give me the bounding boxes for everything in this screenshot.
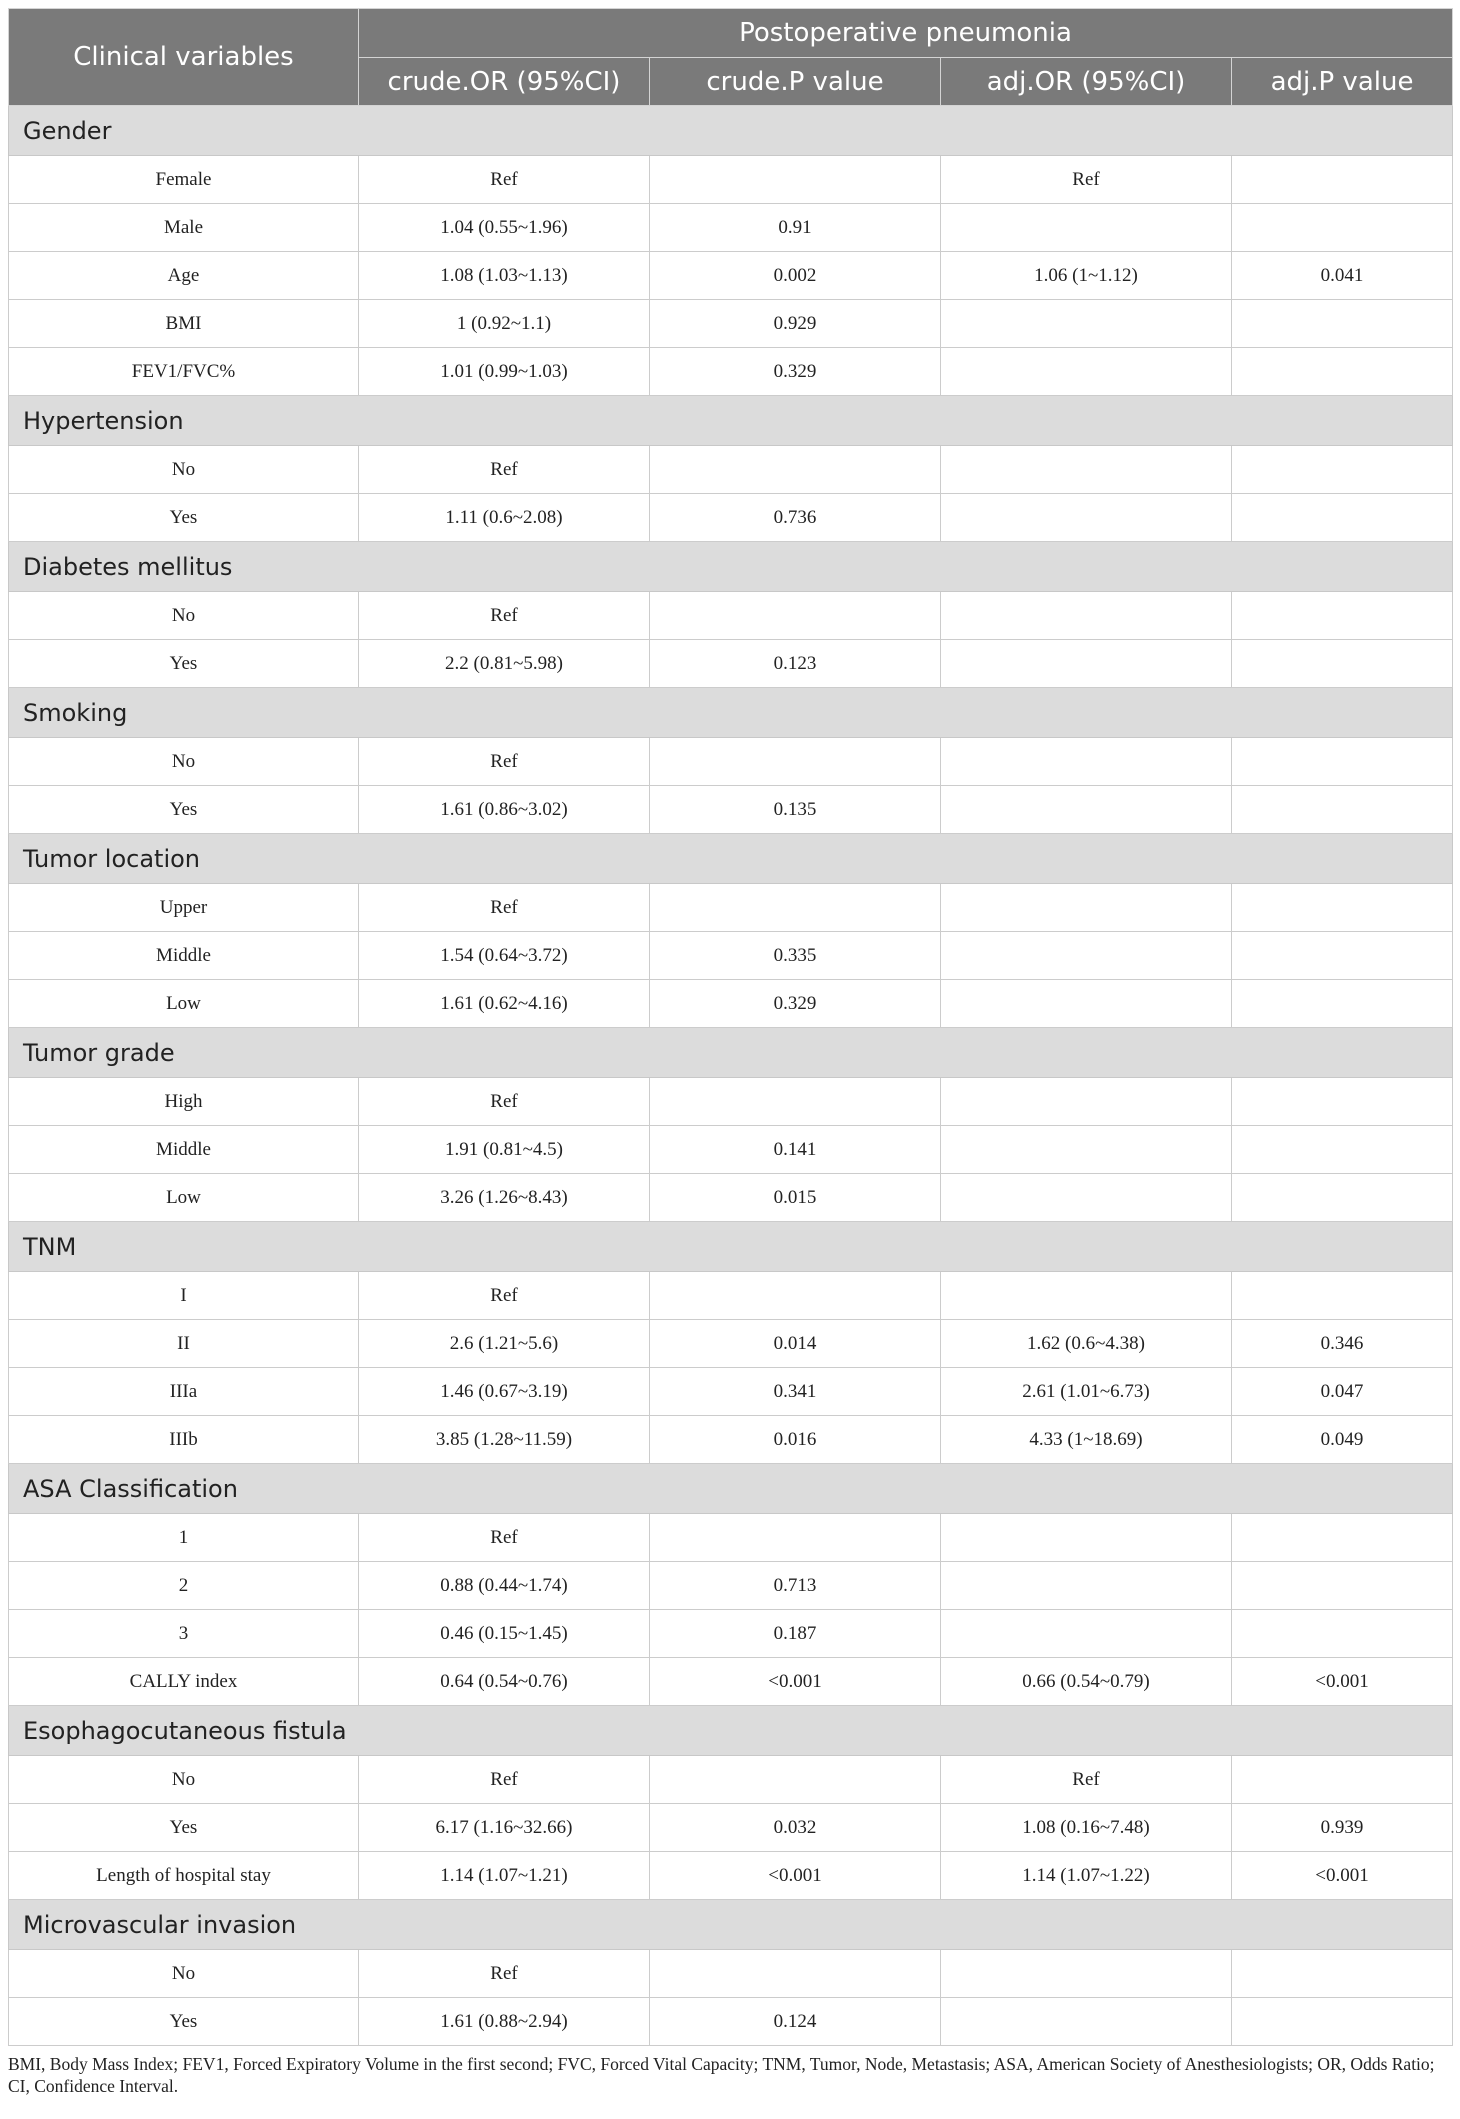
crude-or-cell: 1.54 (0.64~3.72) — [359, 932, 650, 980]
crude-p-cell: <0.001 — [650, 1852, 941, 1900]
group-label: Esophagocutaneous fistula — [9, 1706, 1453, 1756]
header-adj-p: adj.P value — [1232, 58, 1453, 106]
crude-p-cell: 0.713 — [650, 1562, 941, 1610]
variable-cell: 2 — [9, 1562, 359, 1610]
table-row — [9, 786, 1453, 834]
adj-or-cell — [941, 786, 1232, 834]
group-row — [9, 1464, 1453, 1514]
adj-p-cell: 0.346 — [1232, 1320, 1453, 1368]
adj-or-cell — [941, 1514, 1232, 1562]
table-row — [9, 640, 1453, 688]
header-row-top — [9, 9, 1453, 58]
crude-p-cell: 0.929 — [650, 300, 941, 348]
table-row — [9, 1320, 1453, 1368]
group-row — [9, 1222, 1453, 1272]
adj-or-cell: 2.61 (1.01~6.73) — [941, 1368, 1232, 1416]
crude-or-cell: 1.01 (0.99~1.03) — [359, 348, 650, 396]
header-group-title: Postoperative pneumonia — [359, 9, 1453, 58]
crude-or-cell: Ref — [359, 592, 650, 640]
crude-p-cell: 0.015 — [650, 1174, 941, 1222]
crude-or-cell: 1.08 (1.03~1.13) — [359, 252, 650, 300]
crude-or-cell: Ref — [359, 156, 650, 204]
table-body — [9, 106, 1453, 2046]
table-row — [9, 932, 1453, 980]
crude-p-cell: 0.123 — [650, 640, 941, 688]
crude-p-cell: <0.001 — [650, 1658, 941, 1706]
adj-or-cell — [941, 980, 1232, 1028]
crude-p-cell: 0.187 — [650, 1610, 941, 1658]
crude-or-cell: 0.46 (0.15~1.45) — [359, 1610, 650, 1658]
variable-cell: CALLY index — [9, 1658, 359, 1706]
table-row — [9, 1126, 1453, 1174]
table-row — [9, 1658, 1453, 1706]
variable-cell: Low — [9, 980, 359, 1028]
adj-or-cell: 1.62 (0.6~4.38) — [941, 1320, 1232, 1368]
variable-cell: I — [9, 1272, 359, 1320]
crude-or-cell: 1.91 (0.81~4.5) — [359, 1126, 650, 1174]
adj-p-cell — [1232, 980, 1453, 1028]
group-row — [9, 834, 1453, 884]
crude-or-cell: 0.88 (0.44~1.74) — [359, 1562, 650, 1610]
variable-cell: No — [9, 446, 359, 494]
variable-cell: No — [9, 592, 359, 640]
variable-cell: Yes — [9, 640, 359, 688]
crude-p-cell — [650, 1078, 941, 1126]
variable-cell: 1 — [9, 1514, 359, 1562]
crude-p-cell — [650, 884, 941, 932]
adj-p-cell — [1232, 1756, 1453, 1804]
table-row — [9, 1416, 1453, 1464]
table-row — [9, 1368, 1453, 1416]
adj-p-cell — [1232, 1610, 1453, 1658]
table-row — [9, 1998, 1453, 2046]
crude-or-cell: Ref — [359, 1950, 650, 1998]
crude-p-cell: 0.141 — [650, 1126, 941, 1174]
crude-or-cell: 1.61 (0.86~3.02) — [359, 786, 650, 834]
adj-or-cell — [941, 1610, 1232, 1658]
crude-or-cell: 6.17 (1.16~32.66) — [359, 1804, 650, 1852]
header-crude-or: crude.OR (95%CI) — [359, 58, 650, 106]
adj-p-cell: <0.001 — [1232, 1852, 1453, 1900]
adj-p-cell — [1232, 932, 1453, 980]
table-row — [9, 446, 1453, 494]
table-row — [9, 156, 1453, 204]
variable-cell: Middle — [9, 932, 359, 980]
crude-or-cell: 2.6 (1.21~5.6) — [359, 1320, 650, 1368]
group-label: Gender — [9, 106, 1453, 156]
adj-or-cell — [941, 592, 1232, 640]
adj-p-cell — [1232, 1078, 1453, 1126]
adj-or-cell — [941, 738, 1232, 786]
table-row — [9, 252, 1453, 300]
adj-p-cell — [1232, 640, 1453, 688]
table-row — [9, 300, 1453, 348]
crude-or-cell: 1.11 (0.6~2.08) — [359, 494, 650, 542]
header-clinical-variables: Clinical variables — [9, 9, 359, 106]
table-row — [9, 1174, 1453, 1222]
adj-p-cell — [1232, 204, 1453, 252]
group-row — [9, 1900, 1453, 1950]
crude-p-cell — [650, 738, 941, 786]
crude-p-cell: 0.135 — [650, 786, 941, 834]
crude-or-cell: 1.46 (0.67~3.19) — [359, 1368, 650, 1416]
adj-or-cell — [941, 348, 1232, 396]
table-row — [9, 1610, 1453, 1658]
table-container — [8, 8, 1452, 2097]
crude-or-cell: 1 (0.92~1.1) — [359, 300, 650, 348]
adj-or-cell — [941, 1562, 1232, 1610]
crude-or-cell: Ref — [359, 738, 650, 786]
table-row — [9, 1514, 1453, 1562]
crude-or-cell: Ref — [359, 1078, 650, 1126]
group-row — [9, 688, 1453, 738]
crude-or-cell: 2.2 (0.81~5.98) — [359, 640, 650, 688]
adj-or-cell — [941, 1950, 1232, 1998]
table-row — [9, 980, 1453, 1028]
crude-p-cell: 0.736 — [650, 494, 941, 542]
crude-p-cell — [650, 1950, 941, 1998]
crude-or-cell: 1.61 (0.62~4.16) — [359, 980, 650, 1028]
variable-cell: Male — [9, 204, 359, 252]
table-row — [9, 592, 1453, 640]
adj-or-cell: Ref — [941, 1756, 1232, 1804]
crude-p-cell — [650, 1756, 941, 1804]
table-footnote: BMI, Body Mass Index; FEV1, Forced Expiratory Volume in the first second; FVC, Forced Vital Capacity; TNM, Tumor, Node, Metastasis; ASA, American Society of Anesthesiologists; OR, Odds Ratio; CI, Confidence Interval. — [8, 2054, 1435, 2096]
crude-p-cell: 0.329 — [650, 980, 941, 1028]
variable-cell: High — [9, 1078, 359, 1126]
crude-or-cell: 3.85 (1.28~11.59) — [359, 1416, 650, 1464]
adj-or-cell — [941, 640, 1232, 688]
adj-or-cell: 4.33 (1~18.69) — [941, 1416, 1232, 1464]
table-header — [9, 9, 1453, 106]
adj-p-cell — [1232, 494, 1453, 542]
adj-p-cell — [1232, 1272, 1453, 1320]
crude-p-cell: 0.329 — [650, 348, 941, 396]
group-label: Tumor location — [9, 834, 1453, 884]
crude-p-cell: 0.341 — [650, 1368, 941, 1416]
group-label: ASA Classification — [9, 1464, 1453, 1514]
group-label: Smoking — [9, 688, 1453, 738]
adj-or-cell — [941, 204, 1232, 252]
crude-p-cell — [650, 1272, 941, 1320]
adj-p-cell — [1232, 446, 1453, 494]
header-crude-p: crude.P value — [650, 58, 941, 106]
variable-cell: Middle — [9, 1126, 359, 1174]
table-row — [9, 1272, 1453, 1320]
adj-or-cell — [941, 884, 1232, 932]
adj-p-cell — [1232, 300, 1453, 348]
adj-p-cell: 0.939 — [1232, 1804, 1453, 1852]
crude-p-cell: 0.335 — [650, 932, 941, 980]
adj-p-cell — [1232, 786, 1453, 834]
adj-p-cell — [1232, 1514, 1453, 1562]
table-row — [9, 738, 1453, 786]
adj-p-cell: 0.041 — [1232, 252, 1453, 300]
crude-or-cell: 0.64 (0.54~0.76) — [359, 1658, 650, 1706]
crude-p-cell — [650, 156, 941, 204]
group-label: TNM — [9, 1222, 1453, 1272]
table-row — [9, 494, 1453, 542]
table-row — [9, 1804, 1453, 1852]
adj-p-cell — [1232, 1950, 1453, 1998]
adj-or-cell: 1.06 (1~1.12) — [941, 252, 1232, 300]
variable-cell: Low — [9, 1174, 359, 1222]
group-label: Tumor grade — [9, 1028, 1453, 1078]
table-row — [9, 1756, 1453, 1804]
variable-cell: 3 — [9, 1610, 359, 1658]
group-row — [9, 396, 1453, 446]
adj-or-cell — [941, 446, 1232, 494]
group-label: Hypertension — [9, 396, 1453, 446]
adj-or-cell — [941, 1272, 1232, 1320]
adj-p-cell: 0.049 — [1232, 1416, 1453, 1464]
variable-cell: No — [9, 738, 359, 786]
adj-or-cell — [941, 932, 1232, 980]
adj-or-cell: 1.14 (1.07~1.22) — [941, 1852, 1232, 1900]
adj-or-cell — [941, 1174, 1232, 1222]
adj-or-cell: Ref — [941, 156, 1232, 204]
table-row — [9, 1950, 1453, 1998]
table-row — [9, 348, 1453, 396]
crude-p-cell: 0.124 — [650, 1998, 941, 2046]
variable-cell: No — [9, 1756, 359, 1804]
adj-or-cell: 0.66 (0.54~0.79) — [941, 1658, 1232, 1706]
crude-or-cell: Ref — [359, 884, 650, 932]
variable-cell: Yes — [9, 786, 359, 834]
variable-cell: Yes — [9, 1998, 359, 2046]
variable-cell: Age — [9, 252, 359, 300]
crude-or-cell: Ref — [359, 1514, 650, 1562]
crude-or-cell: 1.61 (0.88~2.94) — [359, 1998, 650, 2046]
adj-or-cell — [941, 1998, 1232, 2046]
adj-p-cell — [1232, 1562, 1453, 1610]
group-row — [9, 106, 1453, 156]
variable-cell: No — [9, 1950, 359, 1998]
variable-cell: Yes — [9, 1804, 359, 1852]
crude-or-cell: Ref — [359, 1272, 650, 1320]
table-row — [9, 1852, 1453, 1900]
adj-p-cell: <0.001 — [1232, 1658, 1453, 1706]
adj-p-cell — [1232, 884, 1453, 932]
crude-or-cell: 3.26 (1.26~8.43) — [359, 1174, 650, 1222]
adj-p-cell — [1232, 1998, 1453, 2046]
crude-p-cell: 0.002 — [650, 252, 941, 300]
group-row — [9, 1706, 1453, 1756]
results-table — [8, 8, 1453, 2046]
crude-or-cell: 1.14 (1.07~1.21) — [359, 1852, 650, 1900]
table-row — [9, 1562, 1453, 1610]
group-row — [9, 1028, 1453, 1078]
adj-or-cell — [941, 300, 1232, 348]
variable-cell: FEV1/FVC% — [9, 348, 359, 396]
crude-or-cell: 1.04 (0.55~1.96) — [359, 204, 650, 252]
table-row — [9, 204, 1453, 252]
crude-p-cell — [650, 1514, 941, 1562]
table-row — [9, 1078, 1453, 1126]
adj-p-cell — [1232, 1174, 1453, 1222]
crude-or-cell: Ref — [359, 446, 650, 494]
header-adj-or: adj.OR (95%CI) — [941, 58, 1232, 106]
variable-cell: Female — [9, 156, 359, 204]
crude-p-cell: 0.032 — [650, 1804, 941, 1852]
adj-p-cell — [1232, 1126, 1453, 1174]
adj-p-cell — [1232, 738, 1453, 786]
adj-p-cell — [1232, 592, 1453, 640]
variable-cell: BMI — [9, 300, 359, 348]
crude-p-cell: 0.016 — [650, 1416, 941, 1464]
crude-p-cell: 0.91 — [650, 204, 941, 252]
adj-p-cell: 0.047 — [1232, 1368, 1453, 1416]
variable-cell: Yes — [9, 494, 359, 542]
adj-or-cell: 1.08 (0.16~7.48) — [941, 1804, 1232, 1852]
crude-or-cell: Ref — [359, 1756, 650, 1804]
variable-cell: Length of hospital stay — [9, 1852, 359, 1900]
variable-cell: II — [9, 1320, 359, 1368]
adj-or-cell — [941, 1126, 1232, 1174]
adj-p-cell — [1232, 348, 1453, 396]
crude-p-cell — [650, 446, 941, 494]
adj-p-cell — [1232, 156, 1453, 204]
adj-or-cell — [941, 1078, 1232, 1126]
variable-cell: IIIa — [9, 1368, 359, 1416]
variable-cell: IIIb — [9, 1416, 359, 1464]
crude-p-cell: 0.014 — [650, 1320, 941, 1368]
group-label: Microvascular invasion — [9, 1900, 1453, 1950]
group-label: Diabetes mellitus — [9, 542, 1453, 592]
group-row — [9, 542, 1453, 592]
table-row — [9, 884, 1453, 932]
adj-or-cell — [941, 494, 1232, 542]
variable-cell: Upper — [9, 884, 359, 932]
crude-p-cell — [650, 592, 941, 640]
